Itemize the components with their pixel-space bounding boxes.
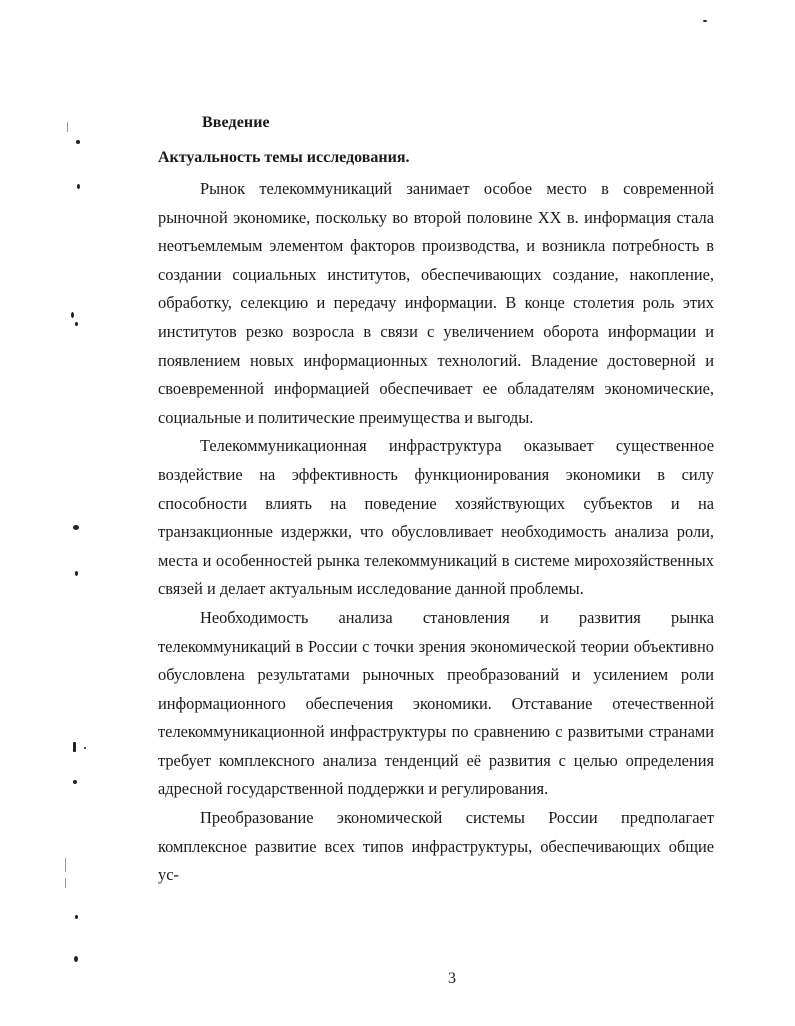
paragraph: Необходимость анализа становления и развития рынка телекоммуникаций в России с точки зрения экономической теории объективно обусловлена результатами рыночных преобразований и усилением роли информационного обеспечения экономики. Отставание отечественной телекоммуникационной инфраструктуры по сравнению с развитыми странами требует комплексного анализа тенденций её развития с целью определения адресной государственной поддержки и регулирования. [158, 607, 714, 799]
scan-speck [71, 312, 74, 318]
scan-speck [76, 140, 80, 144]
body-text [158, 175, 714, 890]
section-heading-topic: Актуальность темы исследования. [158, 149, 410, 166]
scan-speck [75, 571, 78, 576]
scan-speck [74, 956, 78, 962]
scan-speck [84, 747, 86, 749]
scan-speck [75, 915, 78, 919]
paragraph: Преобразование экономической системы России предполагает комплексное развитие всех типов инфраструктуры, обеспечивающих общие ус- [158, 808, 714, 885]
scan-speck [73, 742, 76, 752]
paragraph: Рынок телекоммуникаций занимает особое место в современной рыночной экономике, поскольку во второй половине XX в. информация стала неотъемлемым элементом факторов производства, и возникла потребность в создании социальных институтов, обеспечивающих создание, накопление, обработку, селекцию и передачу информации. В конце столетия роль этих институтов резко возросла в связи с увеличением оборота информации и появлением новых информационных технологий. Владение достоверной и своевременной информацией обеспечивает ее обладателям экономические, социальные и политические преимущества и выгоды. [158, 179, 714, 427]
page-number: 3 [448, 970, 456, 987]
scan-mark [67, 122, 68, 132]
scan-speck [75, 322, 78, 326]
paragraph: Телекоммуникационная инфраструктура оказывает существенное воздействие на эффективность функционирования экономики в силу способности влиять на поведение хозяйствующих субъектов и на транзакционные издержки, что обусловливает необходимость анализа роли, места и особенностей рынка телекоммуникаций в системе мирохозяйственных связей и делает актуальным исследование данной проблемы. [158, 436, 714, 599]
section-heading-intro: Введение [202, 114, 270, 131]
scan-speck [73, 525, 79, 530]
scan-speck [77, 184, 80, 189]
scan-speck [73, 780, 77, 784]
scan-mark [65, 878, 66, 888]
scan-speck [703, 20, 707, 22]
scan-mark [65, 858, 66, 872]
